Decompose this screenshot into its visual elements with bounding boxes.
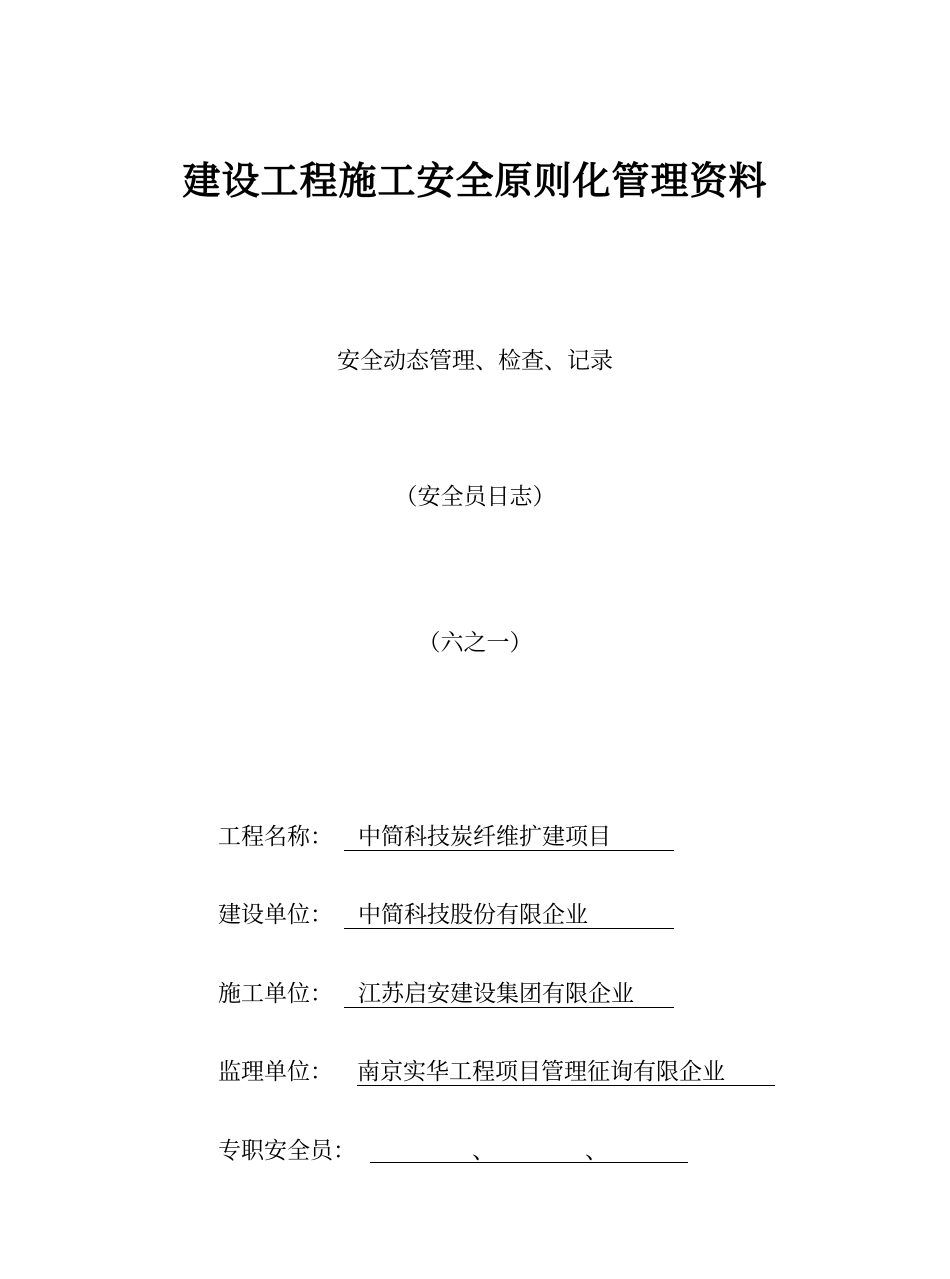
role-title: （安全员日志） <box>394 484 556 510</box>
volume-number: （六之一） <box>417 630 533 656</box>
construction-unit-value: 江苏启安建设集团有限企业 <box>344 975 674 1008</box>
construction-unit-label: 施工单位： <box>218 981 333 1007</box>
owner-unit-field <box>218 896 588 930</box>
safety-officer-blank-1 <box>370 1132 480 1163</box>
safety-officer-field <box>218 1132 608 1166</box>
construction-unit-field <box>218 975 634 1009</box>
safety-officer-blank-2 <box>480 1132 592 1163</box>
supervision-unit-label: 监理单位： <box>218 1059 333 1085</box>
project-name-label: 工程名称： <box>218 824 333 850</box>
project-name-value: 中简科技炭纤维扩建项目 <box>344 818 674 851</box>
main-title: 建设工程施工安全原则化管理资料 <box>182 158 768 203</box>
safety-officer-separator-2: 、 <box>585 1138 608 1164</box>
owner-unit-value: 中简科技股份有限企业 <box>344 896 674 929</box>
safety-officer-label: 专职安全员： <box>218 1138 356 1164</box>
project-name-field <box>218 818 611 852</box>
supervision-unit-value: 南京实华工程项目管理征询有限企业 <box>357 1053 775 1086</box>
owner-unit-label: 建设单位： <box>218 902 333 928</box>
supervision-unit-field <box>218 1053 725 1087</box>
subtitle: 安全动态管理、检查、记录 <box>337 348 613 374</box>
safety-officer-separator-1: 、 <box>472 1138 495 1164</box>
